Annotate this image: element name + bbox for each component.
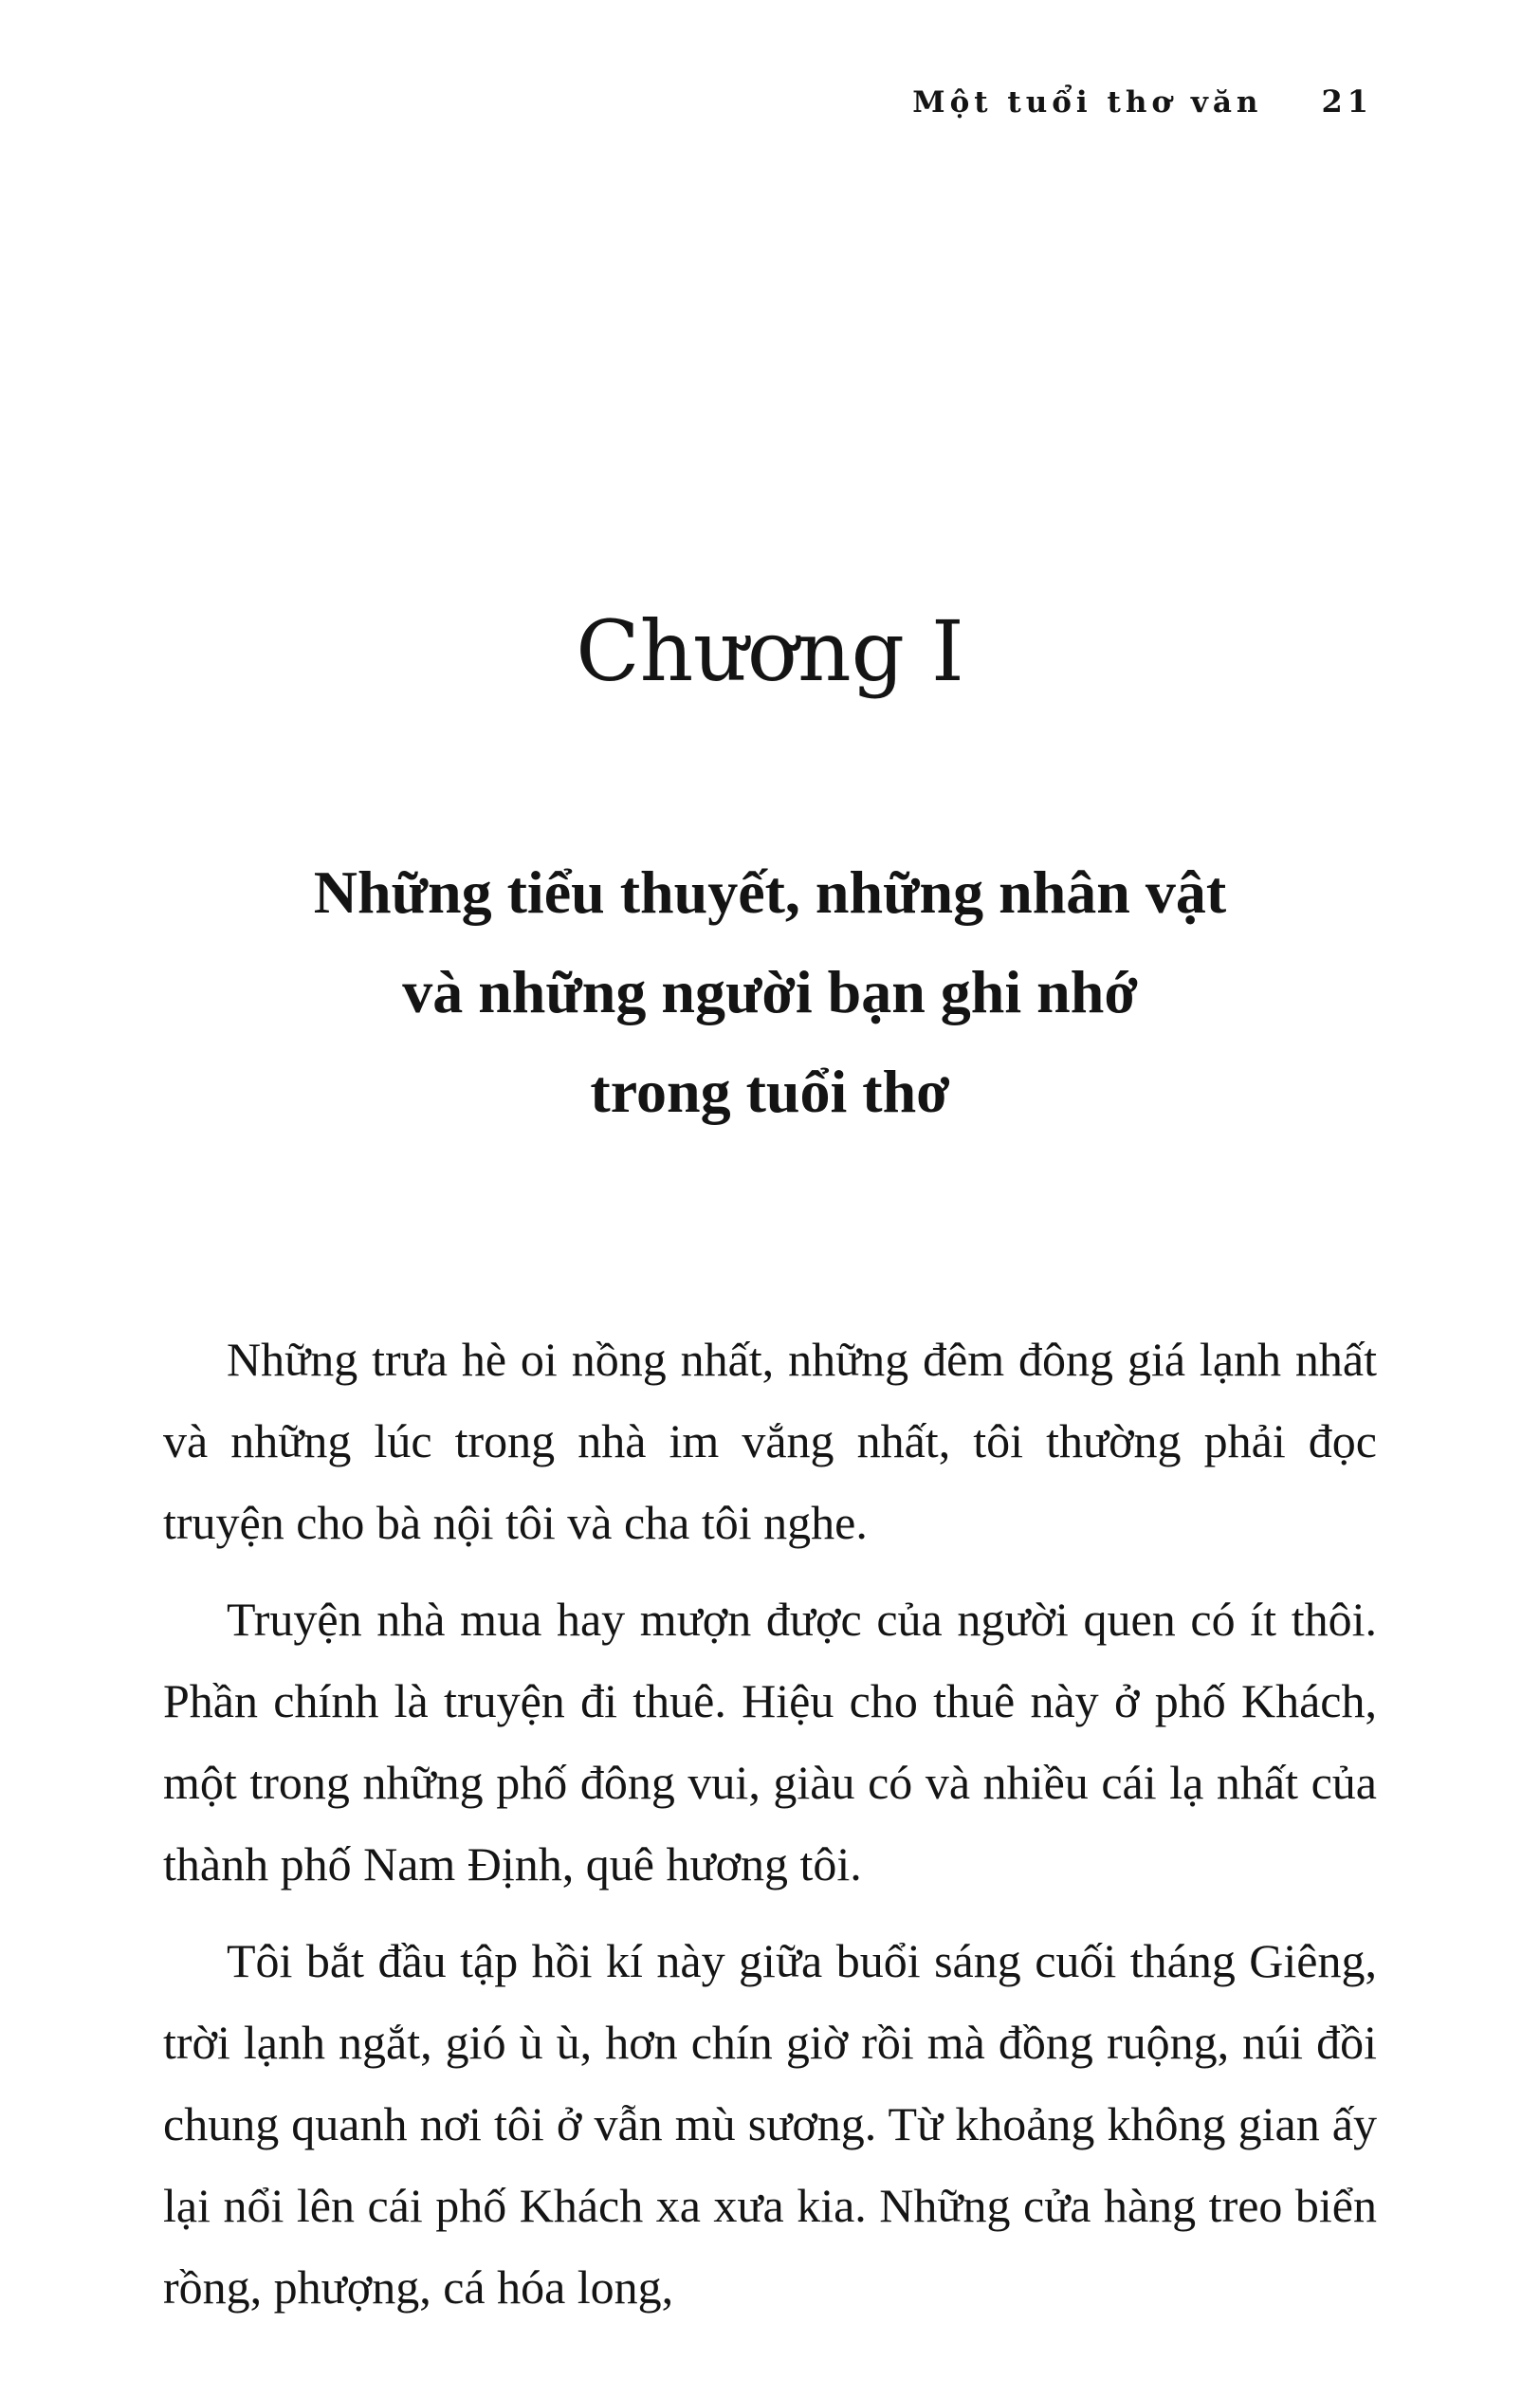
section-title-line: trong tuổi thơ bbox=[590, 1058, 950, 1125]
section-title-line: và những người bạn ghi nhớ bbox=[402, 958, 1138, 1025]
running-header bbox=[912, 83, 1373, 120]
body-text bbox=[163, 1319, 1377, 2328]
body-paragraph: Truyện nhà mua hay mượn được của người quen có ít thôi. Phần chính là truyện đi thuê. Hiệu cho thuê này ở phố Khách, một trong những phố đông vui, giàu có và nhiều cái lạ nhất của thành phố Nam Định, quê hương tôi. bbox=[163, 1593, 1377, 1891]
section-title bbox=[0, 842, 1540, 1141]
chapter-title: Chương I bbox=[576, 602, 964, 700]
section-title-line: Những tiểu thuyết, những nhân vật bbox=[313, 858, 1227, 926]
body-paragraph: Tôi bắt đầu tập hồi kí này giữa buổi sáng cuối tháng Giêng, trời lạnh ngắt, gió ù ù, hơn chín giờ rồi mà đồng ruộng, núi đồi chung quanh nơi tôi ở vẫn mù sương. Từ khoảng không gian ấy lại nổi lên cái phố Khách xa xưa kia. Những cửa hàng treo biển rồng, phượng, cá hóa long, bbox=[163, 1934, 1377, 2314]
running-header-title: Một tuổi thơ văn bbox=[912, 85, 1263, 120]
page-number: 21 bbox=[1321, 83, 1373, 120]
body-paragraph: Những trưa hè oi nồng nhất, những đêm đông giá lạnh nhất và những lúc trong nhà im vắng nhất, tôi thường phải đọc truyện cho bà nội tôi và cha tôi nghe. bbox=[163, 1333, 1377, 1549]
